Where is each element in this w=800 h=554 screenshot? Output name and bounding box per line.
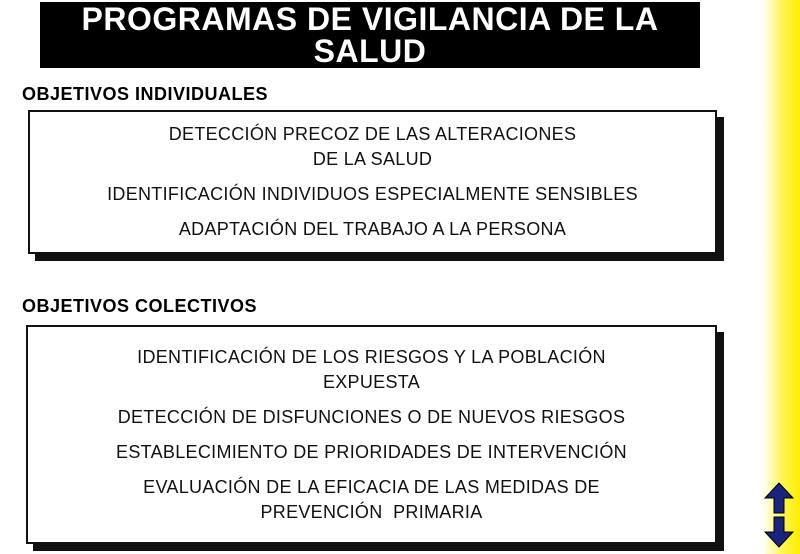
item-line: EVALUACIÓN DE LA EFICACIA DE LAS MEDIDAS DE (143, 476, 600, 497)
slide-navigation (764, 482, 794, 548)
title-banner (40, 2, 700, 68)
item-line: IDENTIFICACIÓN DE LOS RIESGOS Y LA POBLACIÓN (137, 346, 606, 367)
page-title: PROGRAMAS DE VIGILANCIA DE LA SALUD (81, 1, 659, 69)
item-line: PREVENCIÓN PRIMARIA (260, 501, 483, 522)
list-item: DETECCIÓN DE DISFUNCIONES O DE NUEVOS RIESGOS (117, 406, 626, 427)
individual-objectives-heading: OBJETIVOS INDIVIDUALES (22, 84, 269, 104)
list-item: ESTABLECIMIENTO DE PRIORIDADES DE INTERVENCIÓN (116, 441, 627, 462)
list-item: ADAPTACIÓN DEL TRABAJO A LA PERSONA (178, 219, 567, 239)
arrow-up-icon[interactable] (764, 482, 794, 514)
individual-objectives-box (28, 110, 717, 254)
item-line: EXPUESTA (322, 371, 421, 392)
yellow-accent-bar (762, 0, 800, 554)
list-item (169, 122, 577, 172)
list-item: IDENTIFICACIÓN INDIVIDUOS ESPECIALMENTE SENSIBLES (107, 184, 638, 204)
list-item (143, 475, 600, 525)
item-line: DE LA SALUD (312, 149, 433, 169)
collective-objectives-box (26, 325, 717, 544)
list-item (137, 345, 606, 395)
collective-objectives-heading: OBJETIVOS COLECTIVOS (22, 296, 258, 316)
arrow-down-icon[interactable] (764, 516, 794, 548)
item-line: DETECCIÓN PRECOZ DE LAS ALTERACIONES (168, 124, 577, 144)
